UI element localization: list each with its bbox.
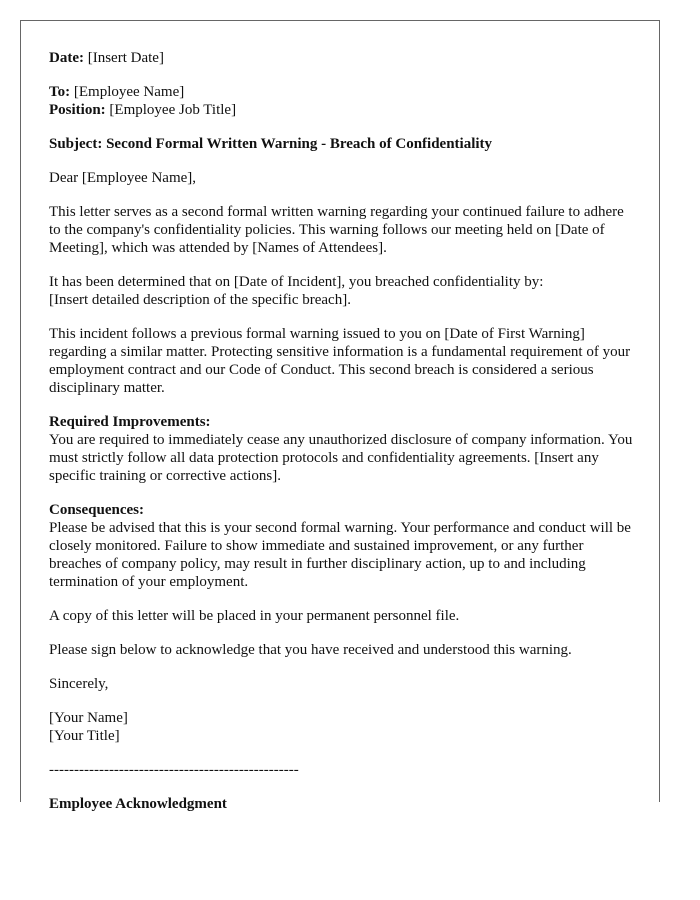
previous-warning-paragraph: This incident follows a previous formal warning issued to you on [Date of First Warning] regarding a similar matter. Protecting sensitive information is a fundamental requirement of your employment contract and our Code of Conduct. This second breach is considered a serious disciplinary matter. bbox=[49, 326, 631, 396]
date-block bbox=[49, 49, 635, 67]
consequences-heading: Consequences: bbox=[49, 502, 145, 518]
recipient-block bbox=[49, 83, 635, 119]
breach-line-2: [Insert detailed description of the specific breach]. bbox=[49, 292, 351, 308]
sender-name: [Your Name] bbox=[49, 710, 128, 726]
consequences-section bbox=[49, 501, 635, 591]
to-value: [Employee Name] bbox=[73, 84, 185, 100]
improvements-section bbox=[49, 413, 635, 485]
to-label: To: bbox=[49, 84, 71, 100]
letter-body bbox=[49, 49, 635, 813]
breach-line-1: It has been determined that on [Date of Incident], you breached confidentiality by: bbox=[49, 274, 544, 290]
subject-line: Subject: Second Formal Written Warning - Breach of Confidentiality bbox=[49, 136, 493, 152]
improvements-text: You are required to immediately cease any unauthorized disclosure of company information. You must strictly follow all data protection protocols and confidentiality agreements. [Insert any specific training or corrective actions]. bbox=[49, 432, 633, 484]
closing: Sincerely, bbox=[49, 676, 109, 692]
date-value: [Insert Date] bbox=[87, 50, 164, 66]
salutation: Dear [Employee Name], bbox=[49, 170, 197, 186]
breach-paragraph bbox=[49, 273, 635, 309]
letter-page bbox=[20, 20, 660, 812]
sign-paragraph: Please sign below to acknowledge that you have received and understood this warning. bbox=[49, 642, 572, 658]
sender-title: [Your Title] bbox=[49, 728, 120, 744]
position-label: Position: bbox=[49, 102, 106, 118]
date-line bbox=[49, 49, 635, 67]
date-label: Date: bbox=[49, 50, 84, 66]
copy-paragraph: A copy of this letter will be placed in your permanent personnel file. bbox=[49, 608, 460, 624]
position-line bbox=[49, 101, 635, 119]
to-line bbox=[49, 83, 635, 101]
position-value: [Employee Job Title] bbox=[109, 102, 237, 118]
intro-paragraph: This letter serves as a second formal written warning regarding your continued failure to adhere to the company's confidentiality policies. This warning follows our meeting held on [Date of Meeting], which was attended by [Names of Attendees]. bbox=[49, 204, 624, 256]
acknowledgment-heading: Employee Acknowledgment bbox=[49, 796, 227, 812]
improvements-heading: Required Improvements: bbox=[49, 414, 211, 430]
signature-separator: -------------------------------------------------- bbox=[49, 762, 299, 778]
sender-block bbox=[49, 709, 635, 745]
consequences-text: Please be advised that this is your second formal warning. Your performance and conduct will be closely monitored. Failure to show immediate and sustained improvement, or any further breaches of company policy, may result in further disciplinary action, up to and including termination of your employment. bbox=[49, 520, 631, 590]
